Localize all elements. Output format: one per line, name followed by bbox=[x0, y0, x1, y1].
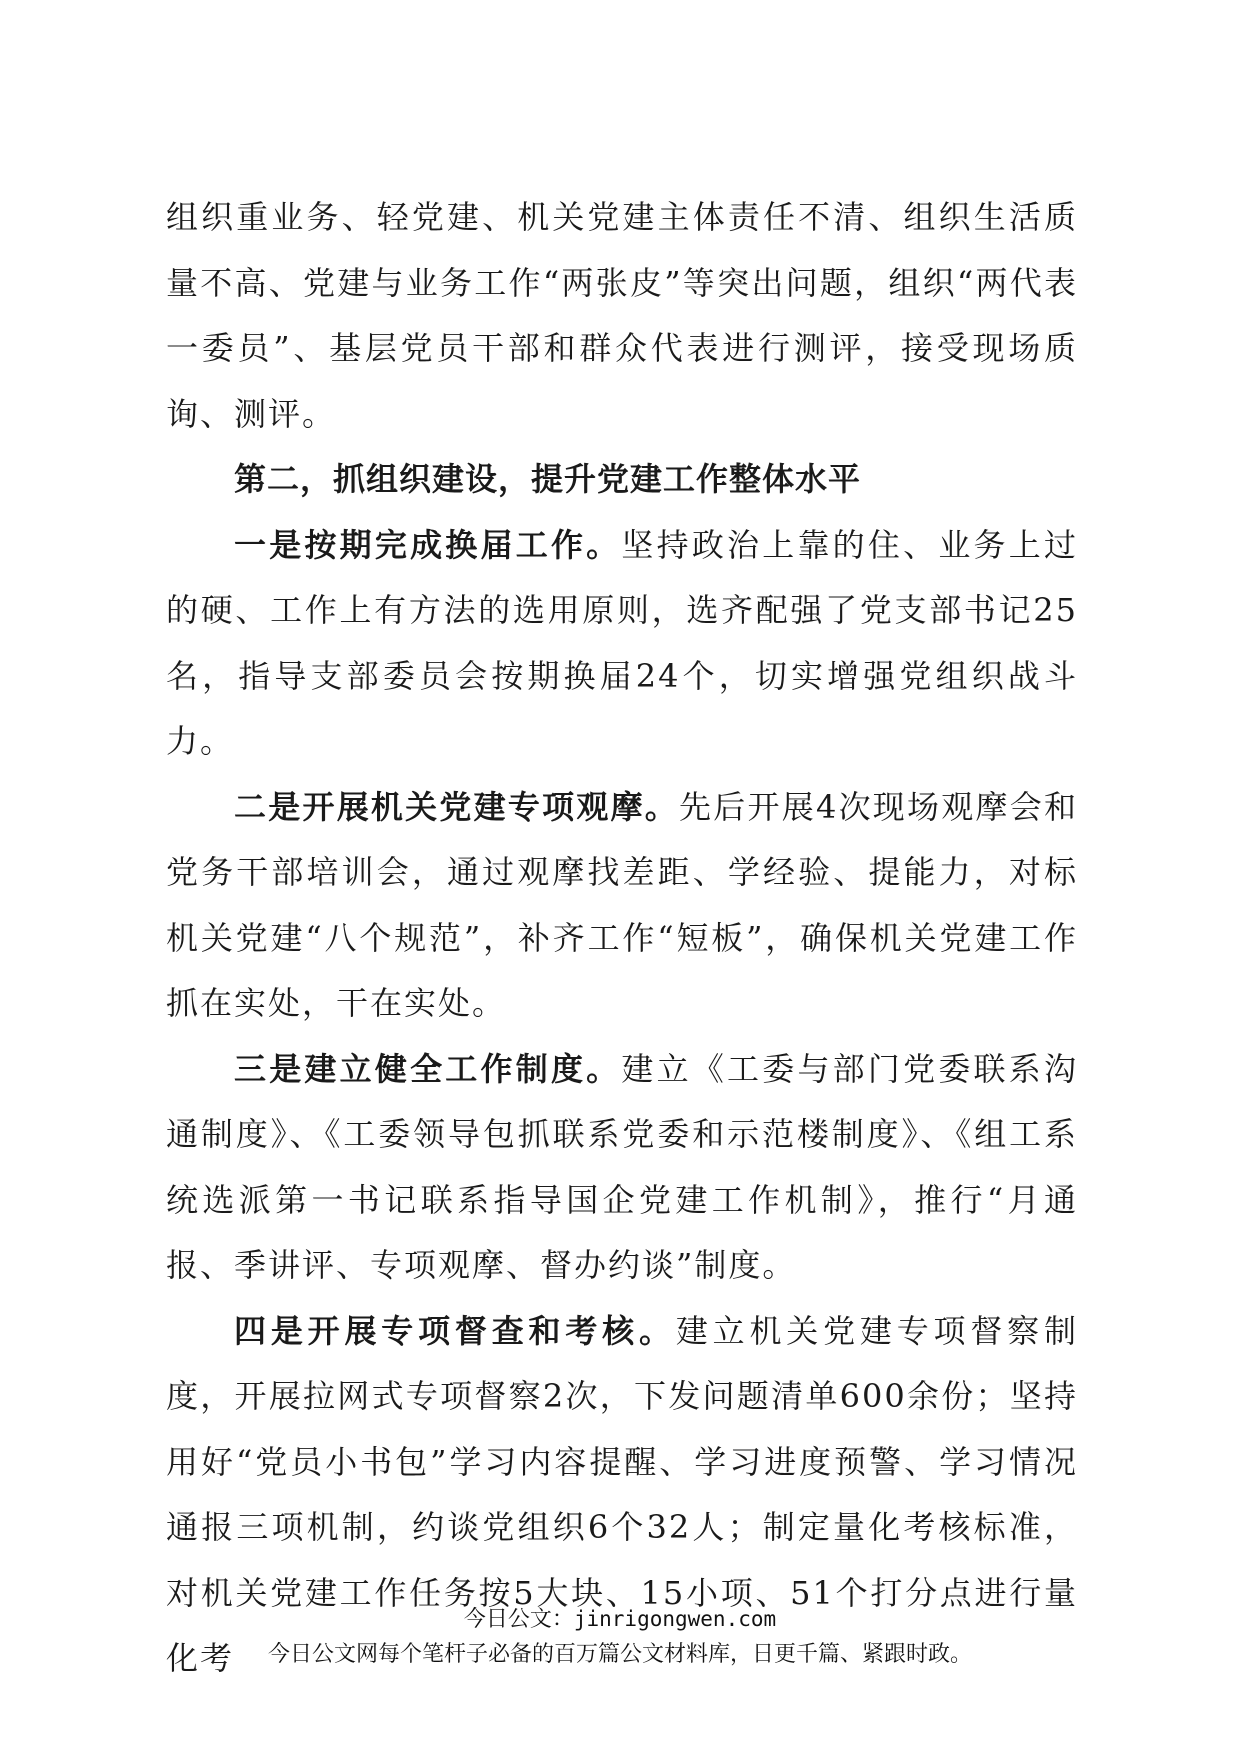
paragraph-item-2 bbox=[166, 775, 1078, 1037]
item-text: 建立《工委与部门党委联系沟通制度》、《工委领导包抓联系党委和示范楼制度》、《组工系统选派第一书记联系指导国企党建工作机制》，推行“月通报、季讲评、专项观摩、督办约谈”制度。 bbox=[166, 1049, 1078, 1284]
paragraph-continued: 组织重业务、轻党建、机关党建主体责任不清、组织生活质量不高、党建与业务工作“两张皮”等突出问题，组织“两代表一委员”、基层党员干部和群众代表进行测评，接受现场质询、测评。 bbox=[166, 198, 1078, 433]
item-lead: 三是建立健全工作制度。 bbox=[234, 1049, 622, 1088]
item-lead: 四是开展专项督查和考核。 bbox=[234, 1311, 676, 1350]
paragraph-item-1 bbox=[166, 513, 1078, 775]
section-heading: 第二，抓组织建设，提升党建工作整体水平 bbox=[234, 460, 862, 498]
footer-site-link[interactable]: jinrigongwen.com bbox=[573, 1607, 777, 1631]
item-text: 建立机关党建专项督察制度，开展拉网式专项督察2次，下发问题清单600余份；坚持用好“党员小书包”学习内容提醒、学习进度预警、学习情况通报三项机制，约谈党组织6个32人；制定量化考核标准，对机关党建工作任务按5大块、15小项、51个打分点进行量化考 bbox=[166, 1311, 1078, 1677]
item-text: 先后开展4次现场观摩会和党务干部培训会，通过观摩找差距、学经验、提能力，对标机关党建“八个规范”，补齐工作“短板”，确保机关党建工作抓在实处，干在实处。 bbox=[166, 787, 1078, 1022]
footer-site bbox=[0, 1605, 1240, 1634]
item-lead: 二是开展机关党建专项观摩。 bbox=[234, 787, 680, 826]
footer-tagline: 今日公文网每个笔杆子必备的百万篇公文材料库，日更千篇、紧跟时政。 bbox=[267, 1642, 972, 1667]
item-text: 坚持政治上靠的住、业务上过的硬、工作上有方法的选用原则，选齐配强了党支部书记25名，指导支部委员会按期换届24个，切实增强党组织战斗力。 bbox=[166, 525, 1078, 760]
document-body bbox=[166, 185, 1078, 1692]
footer-site-label: 今日公文： bbox=[463, 1607, 574, 1632]
paragraph-item-3 bbox=[166, 1037, 1078, 1299]
item-lead: 一是按期完成换届工作。 bbox=[234, 525, 622, 564]
